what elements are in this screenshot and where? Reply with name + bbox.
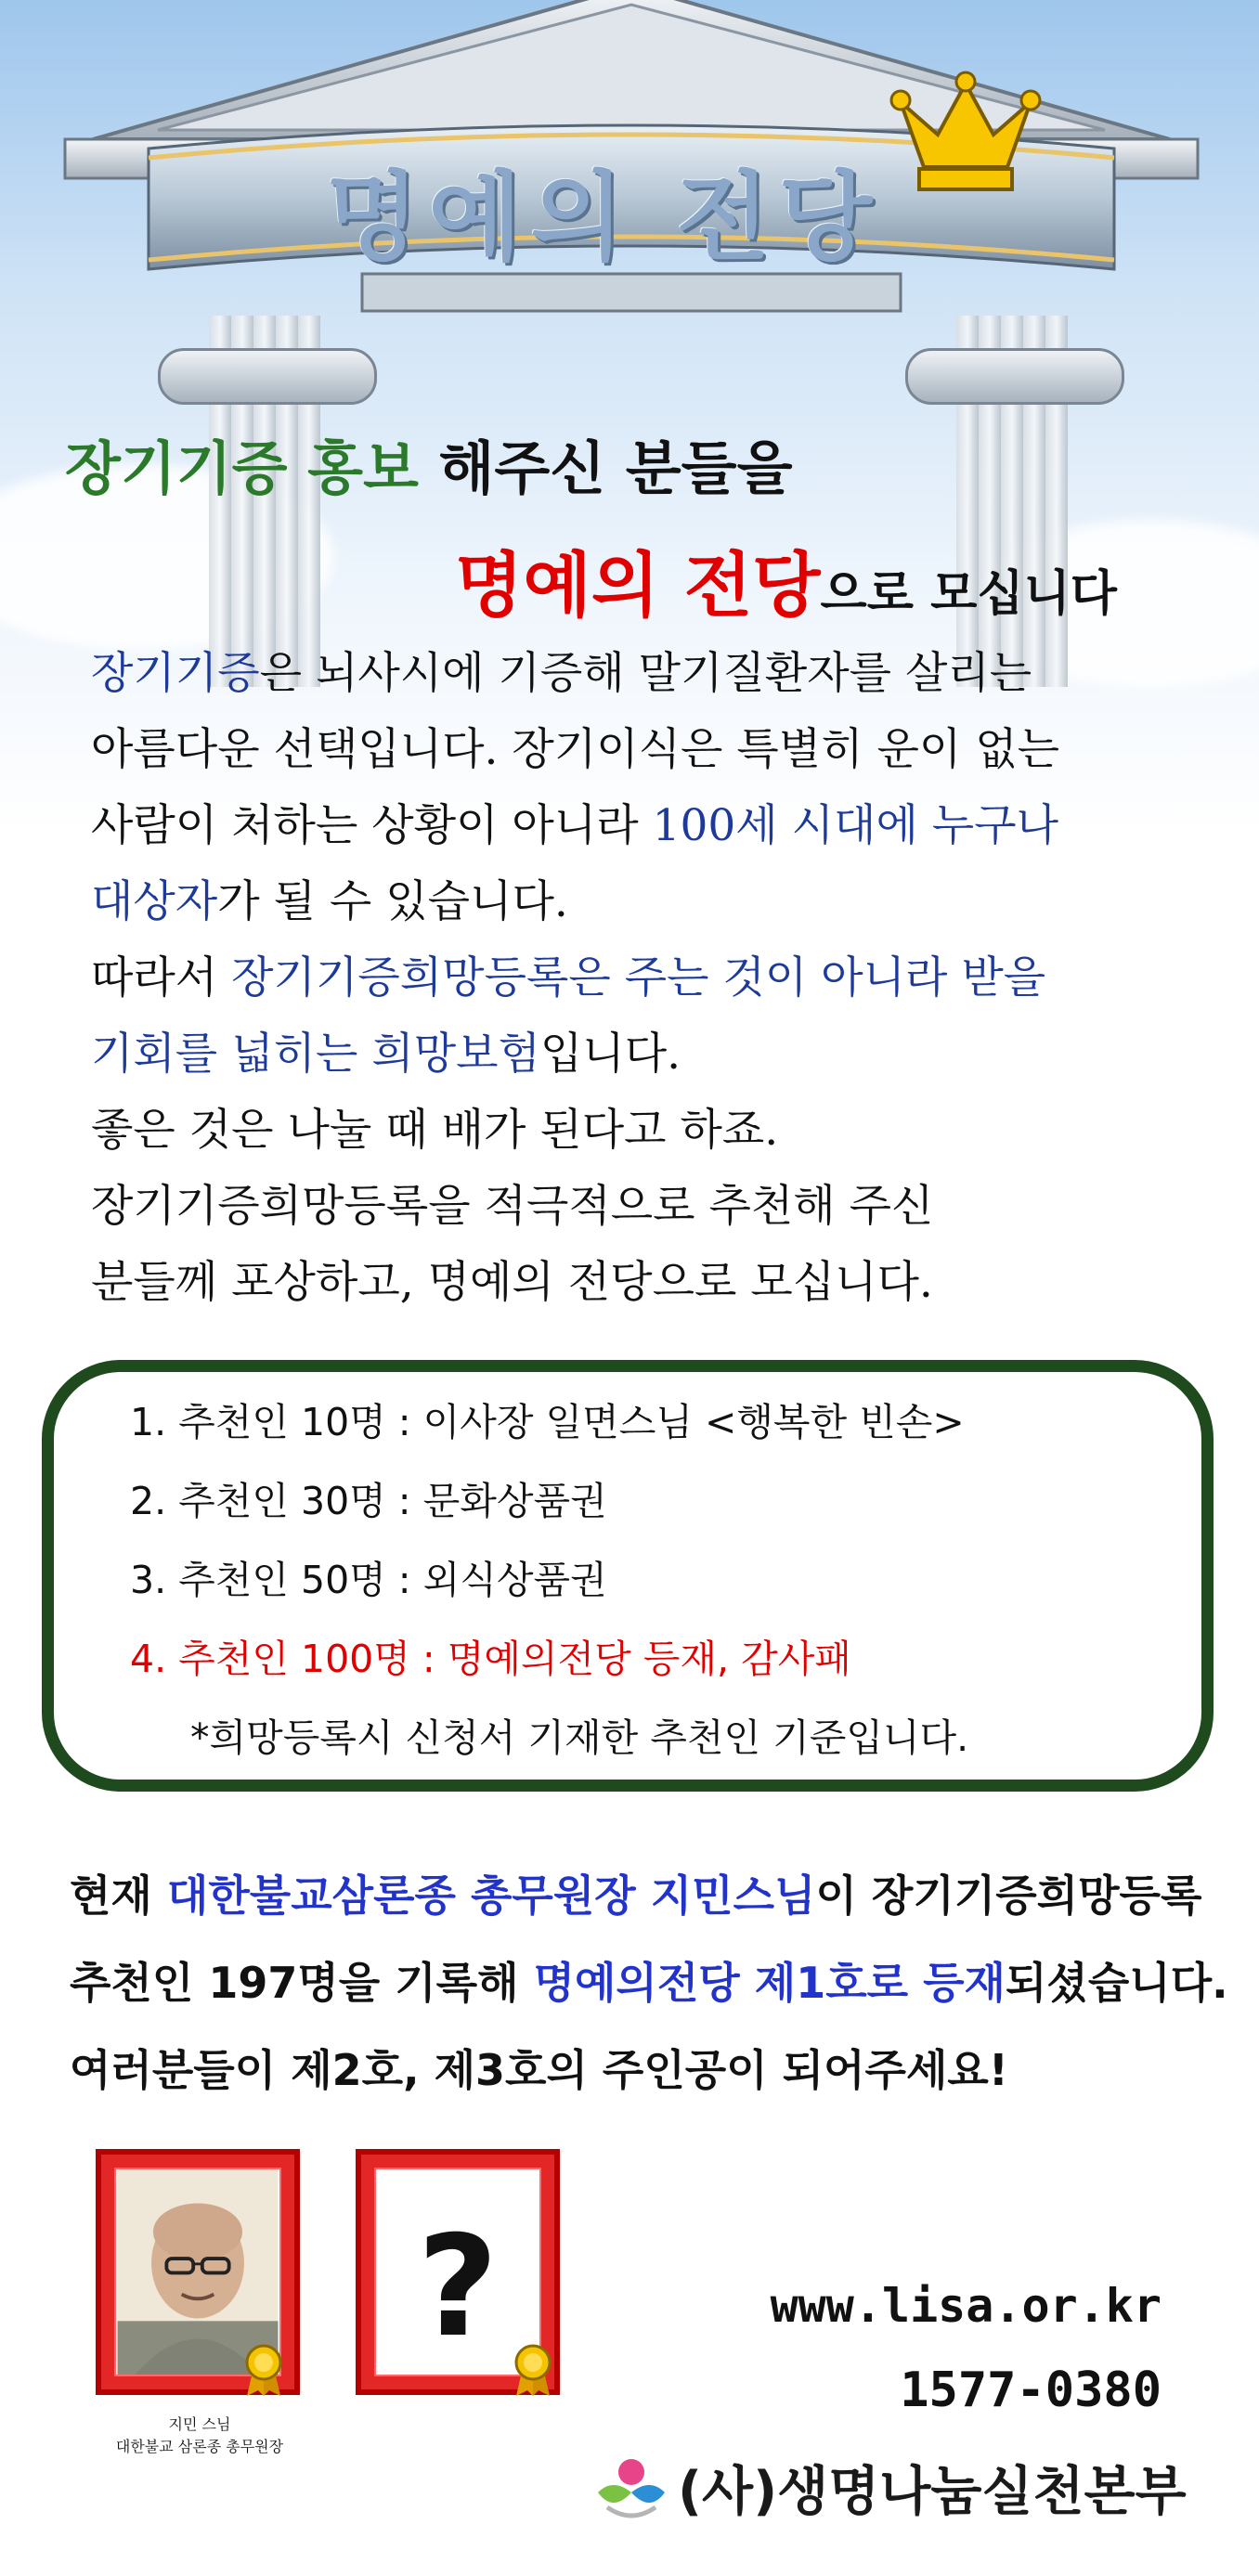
headline-rest-text: 으로 모십니다 <box>820 566 1118 622</box>
honoree-title: 대한불교 삼론종 총무원장 <box>115 2438 284 2455</box>
highlight-text: 기회를 넓히는 희망보험 <box>91 1029 540 1080</box>
reward-list <box>130 1383 1198 1778</box>
honoree-name: 지민 스님 <box>168 2415 231 2433</box>
reward-item: 3. 추천인 50명 : 외식상품권 <box>130 1558 607 1602</box>
body-line <box>91 864 1196 940</box>
reward-item: 2. 추천인 30명 : 문화상품권 <box>130 1479 607 1523</box>
body-paragraph <box>91 636 1196 1321</box>
body-text-span: 입니다. <box>539 1029 681 1080</box>
announcement-highlight: 대한불교삼론종 총무원장 지민스님 <box>166 1871 816 1921</box>
body-line <box>91 788 1196 864</box>
organization-name: (사)생명나눔실천본부 <box>678 2461 1187 2522</box>
right-column-capital <box>905 348 1124 405</box>
announcement-line <box>70 1939 1230 2026</box>
headline-red-text: 명예의 전당 <box>455 544 821 627</box>
announcement <box>70 1852 1230 2114</box>
body-line: 좋은 것은 나눌 때 배가 된다고 하죠. <box>91 1105 779 1156</box>
body-line: 분들께 포상하고, 명예의 전당으로 모십니다. <box>91 1257 933 1308</box>
left-column-capital <box>158 348 377 405</box>
headline-green-text: 장기기증 홍보 <box>65 434 419 502</box>
announcement-line <box>70 1852 1230 1939</box>
body-line: 아름다운 선택입니다. 장기이식은 특별히 운이 없는 <box>91 724 1060 775</box>
reward-item: 1. 추천인 10명 : 이사장 일면스님 <행복한 빈손> <box>130 1400 965 1444</box>
headline-line1 <box>65 422 792 505</box>
headline-line2 <box>455 529 1117 630</box>
announcement-highlight: 명예의전당 제1호로 등재 <box>533 1958 1006 2008</box>
crown-icon <box>882 65 1049 204</box>
highlight-text: 장기기증 <box>91 648 260 699</box>
announcement-text: 추천인 197명을 기록해 <box>70 1958 534 2008</box>
organization-logo-icon <box>594 2455 668 2520</box>
medal-icon <box>243 2344 284 2396</box>
honoree-caption <box>88 2414 311 2458</box>
reward-item-highlight: 4. 추천인 100명 : 명예의전당 등재, 감사패 <box>130 1637 851 1681</box>
body-line: 장기기증희망등록을 적극적으로 추천해 주신 <box>91 1181 934 1232</box>
medal-icon <box>513 2344 553 2396</box>
body-text-span: 사람이 처하는 상황이 아니라 <box>91 800 653 851</box>
body-line <box>91 1016 1196 1093</box>
banner-title: 명예의 전당 <box>325 160 882 274</box>
announcement-text: 이 장기기증희망등록 <box>815 1871 1202 1921</box>
question-mark: ? <box>417 2207 499 2368</box>
highlight-text: 대상자 <box>91 876 218 927</box>
body-line <box>91 940 1196 1016</box>
highlight-text: 장기기증희망등록은 주는 것이 아니라 받을 <box>231 952 1046 1003</box>
highlight-text: 100세 시대에 누구나 <box>652 800 1058 851</box>
body-text-span: 따라서 <box>91 952 232 1003</box>
headline-black-text: 해주신 분들을 <box>418 434 793 502</box>
website-url[interactable]: www.lisa.or.kr <box>770 2279 1162 2333</box>
announcement-line: 여러분들이 제2호, 제3호의 주인공이 되어주세요! <box>70 2045 1008 2095</box>
body-line <box>91 636 1196 712</box>
announcement-text: 현재 <box>70 1871 167 1921</box>
body-text-span: 은 뇌사시에 기증해 말기질환자를 살리는 <box>259 648 1032 699</box>
reward-note: *희망등록시 신청서 기재한 추천인 기준입니다. <box>190 1715 969 1760</box>
announcement-text: 되셨습니다. <box>1005 1958 1228 2008</box>
body-text-span: 가 될 수 있습니다. <box>217 876 568 927</box>
phone-number: 1577-0380 <box>900 2362 1162 2418</box>
